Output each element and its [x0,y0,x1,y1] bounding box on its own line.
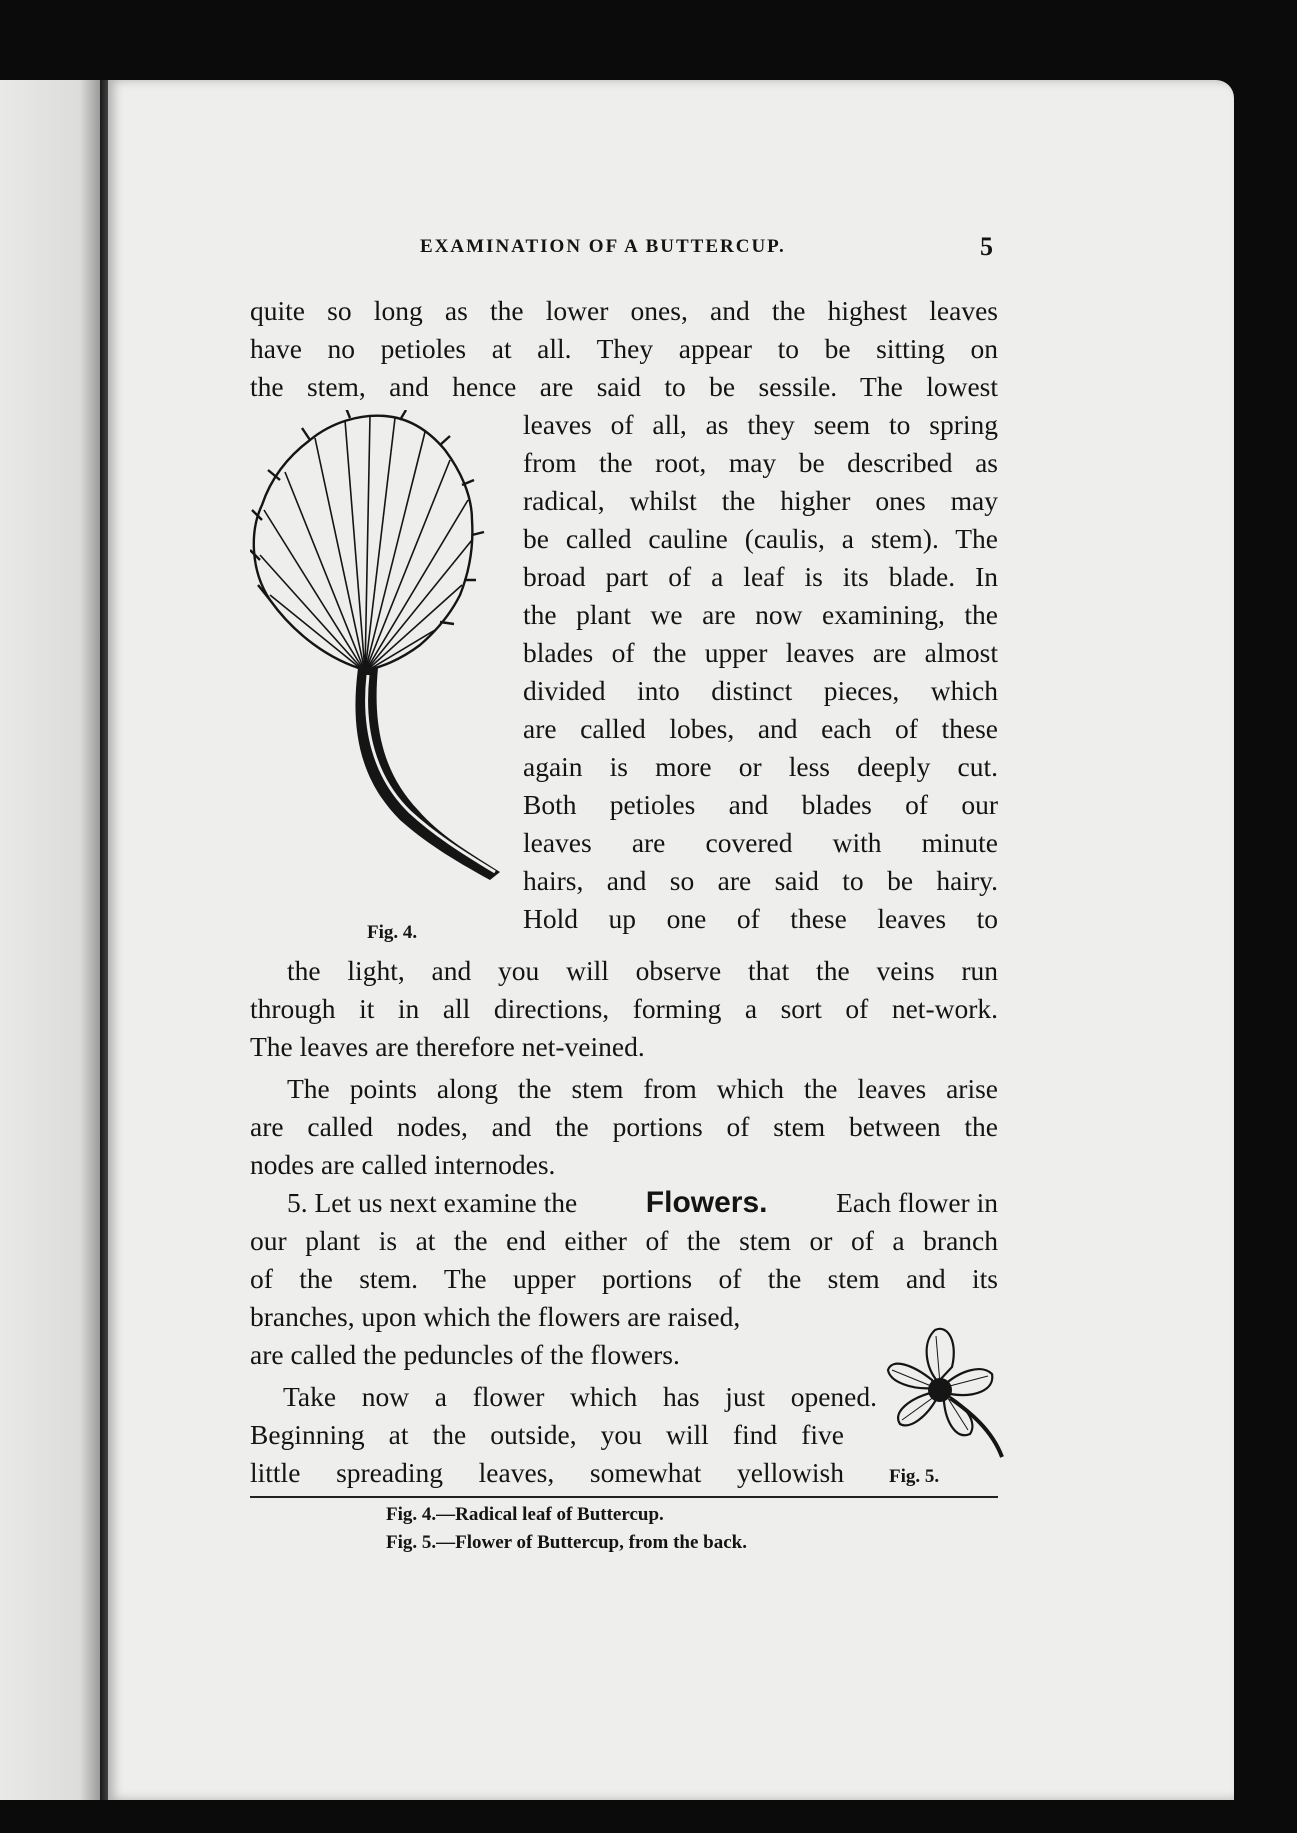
text-line: broad part of a leaf is its blade. In [523,561,998,592]
text-line: nodes are called internodes. [250,1149,556,1180]
text-line: the stem, and hence are said to be sessile. The lowest [250,371,998,402]
text-line: are called nodes, and the portions of stem between the [250,1111,998,1142]
text-line: blades of the upper leaves are almost [523,637,998,668]
fig4-leaf-illustration [250,410,510,900]
facing-page-edge [0,80,100,1800]
text-line: little spreading leaves, somewhat yellowish [250,1457,844,1488]
caption-fig5: Fig. 5.—Flower of Buttercup, from the back. [386,1532,747,1553]
text-line: quite so long as the lower ones, and the highest leaves [250,295,998,326]
text-line: be called cauline (caulis, a stem). The [523,523,998,554]
text-line: hairs, and so are said to be hairy. [523,865,998,896]
text-line: leaves of all, as they seem to spring [523,409,998,440]
text-line: are called lobes, and each of these [523,713,998,744]
running-head: EXAMINATION OF A BUTTERCUP. [420,236,786,257]
text-line: The points along the stem from which the leaves arise [287,1073,998,1104]
text-line: through it in all directions, forming a sort of net-work. [250,993,998,1024]
text-line: are called the peduncles of the flowers. [250,1339,680,1370]
text-line: again is more or less deeply cut. [523,751,998,782]
text-line: radical, whilst the higher ones may [523,485,998,516]
text-line: Each flower in [836,1187,998,1218]
text-line: leaves are covered with minute [523,827,998,858]
text-line: have no petioles at all. They appear to be sitting on [250,333,998,364]
text-line: divided into distinct pieces, which [523,675,998,706]
text-line: Hold up one of these leaves to [523,903,998,934]
fig5-flower-illustration [880,1312,1010,1472]
footnote-rule [250,1496,998,1498]
text-line: Both petioles and blades of our [523,789,998,820]
text-line: Take now a flower which has just opened. [283,1381,877,1412]
fig5-label: Fig. 5. [889,1466,940,1487]
text-line: Beginning at the outside, you will find five [250,1419,844,1450]
text-line: our plant is at the end either of the stem or of a branch [250,1225,998,1256]
text-line: from the root, may be described as [523,447,998,478]
caption-fig4: Fig. 4.—Radical leaf of Buttercup. [386,1504,664,1525]
text-line: the light, and you will observe that the veins run [287,955,998,986]
fig4-label: Fig. 4. [367,922,418,943]
text-line: the plant we are now examining, the [523,599,998,630]
text-line-flowers [287,1184,998,1222]
text-line: 5. Let us next examine the [287,1187,578,1218]
heading-flowers: Flowers. [645,1186,768,1219]
text-line: branches, upon which the flowers are raised, [250,1301,741,1332]
text-line: The leaves are therefore net-veined. [250,1031,645,1062]
text-line: of the stem. The upper portions of the stem and its [250,1263,998,1294]
page-number: 5 [980,232,993,261]
